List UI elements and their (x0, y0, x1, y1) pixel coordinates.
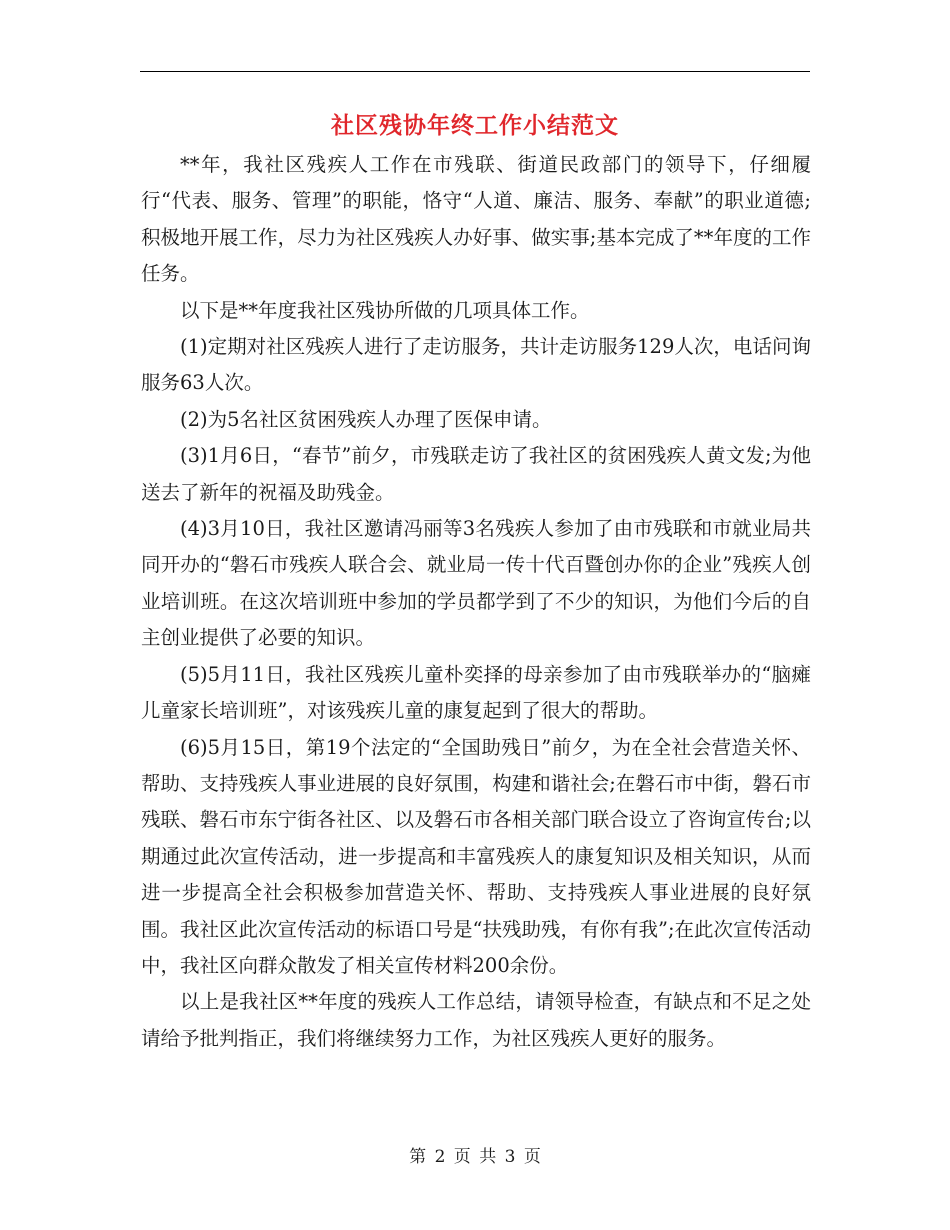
paragraph-item-4: (4)3月10日，我社区邀请冯丽等3名残疾人参加了由市残联和市就业局共同开办的“磐石市残疾人联合会、就业局一传十代百暨创办你的企业”残疾人创业培训班。在这次培训班中参加的学员都学到了不少的知识，为他们今后的自主创业提供了必要的知识。 (141, 517, 811, 650)
document-title: 社区残协年终工作小结范文 (331, 112, 619, 139)
header-rule (140, 71, 810, 72)
paragraph-item-3: (3)1月6日，“春节”前夕，市残联走访了我社区的贫困残疾人黄文发;为他送去了新年的祝福及助残金。 (141, 444, 811, 504)
paragraph-item-2: (2)为5名社区贫困残疾人办理了医保申请。 (180, 407, 552, 431)
paragraph-summary-lead: 以下是**年度我社区残协所做的几项具体工作。 (180, 298, 590, 322)
page-number-footer: 第 2 页 共 3 页 (409, 1147, 541, 1167)
paragraph-conclusion: 以上是我社区**年度的残疾人工作总结，请领导检查，有缺点和不足之处请给予批判指正，我们将继续努力工作，为社区残疾人更好的服务。 (141, 990, 811, 1050)
paragraph-item-1: (1)定期对社区残疾人进行了走访服务，共计走访服务129人次，电话问询服务63人次。 (141, 335, 811, 395)
paragraph-item-5: (5)5月11日，我社区残疾儿童朴奕择的母亲参加了由市残联举办的“脑瘫儿童家长培训班”，对该残疾儿童的康复起到了很大的帮助。 (141, 662, 811, 723)
document-body (141, 147, 811, 1057)
paragraph-intro: **年，我社区残疾人工作在市残联、街道民政部门的领导下，仔细履行“代表、服务、管理”的职能，恪守“人道、廉洁、服务、奉献”的职业道德;积极地开展工作，尽力为社区残疾人办好事、做实事;基本完成了**年度的工作任务。 (141, 153, 811, 286)
paragraph-item-6: (6)5月15日，第19个法定的“全国助残日”前夕，为在全社会营造关怀、帮助、支持残疾人事业进展的良好氛围，构建和谐社会;在磐石市中街，磐石市残联、磐石市东宁街各社区、以及磐石市各相关部门联合设立了咨询宣传台;以期通过此次宣传活动，进一步提高和丰富残疾人的康复知识及相关知识，从而进一步提高全社会积极参加营造关怀、帮助、支持残疾人事业进展的良好氛围。我社区此次宣传活动的标语口号是“扶残助残，有你有我”;在此次宣传活动中，我社区向群众散发了相关宣传材料200余份。 (141, 735, 812, 977)
